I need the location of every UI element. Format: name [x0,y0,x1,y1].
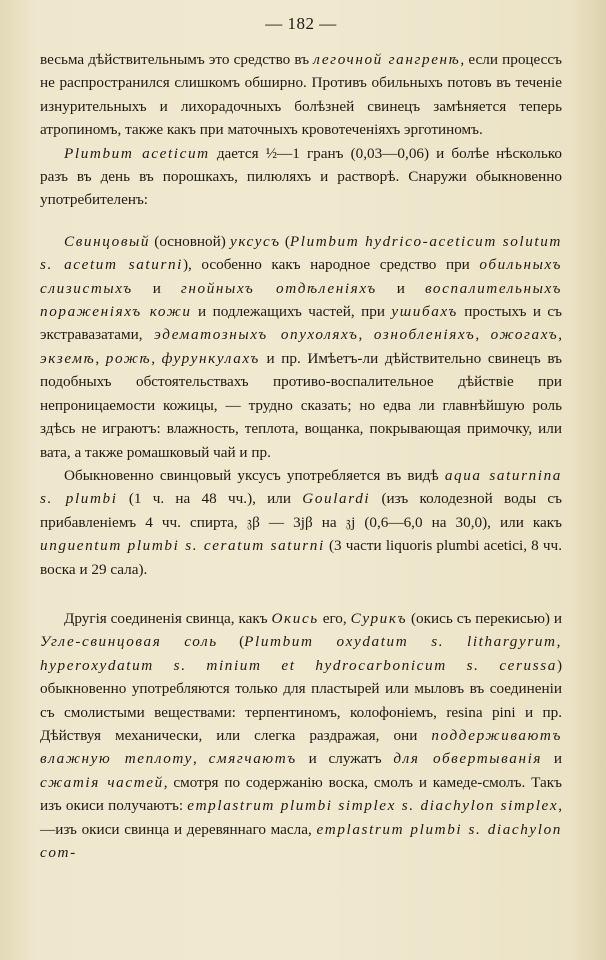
paragraph-4 [40,464,562,581]
spaced-term: гнойныхъ отдѣленіяхъ [180,279,377,297]
spaced-term: экземѣ [40,349,96,367]
text-run: ) обыкновенно употребляются только для пластырей или мыловъ въ соединеніи съ смолистыми веществами: терпентиномъ, колофоніемъ, resina pini и пр. Дѣйствуя механически, или слегка раздражая, они [40,656,562,744]
page-number: — 182 — [265,14,337,33]
text-run: весьма дѣйствительнымъ это средство въ [40,51,314,68]
text-run: простыхъ и съ экстравазатами, [40,303,562,344]
text-run: , [558,326,562,344]
spaced-term: emplastrum plumbi s. diachylon com- [40,820,562,861]
spaced-term: ожогахъ [490,326,559,344]
spaced-term: Угле-свинцовая соль [40,633,218,651]
text-run: , [151,349,162,367]
spaced-term: воспалительныхъ пораженіяхъ кожи [40,279,562,321]
text-run: , если процессъ не распространился слишкомъ обширно. Противъ обильныхъ потовъ въ теченіе изнурительныхъ и лихорадочныхъ болѣзней свинецъ замѣняется теперь атропиномъ, также какъ при маточныхъ кровотеченіяхъ эрготиномъ. [40,51,563,139]
text-run: ), особенно какъ народное средство при [182,256,480,274]
spaced-term: Plumbum hydrico-aceticum solutum s. acetum saturni [40,232,562,274]
paragraph-1 [40,48,562,142]
spaced-term: обильныхъ слизистыхъ [40,256,562,297]
spaced-term: Plumbum oxydatum s. lithargyrum, hyperoxydatum s. minium et hydrocarbonicum s. cerussa [40,633,562,674]
spaced-term: emplastrum plumbi simplex s. diachylon simplex [187,797,559,815]
spaced-term: Plumbum aceticum [64,144,210,162]
text-run: , [95,349,106,367]
paragraph-gap [40,212,562,230]
text-run: и [376,279,425,297]
text-run: и служатъ [296,750,394,768]
spaced-term: Окись [271,609,319,627]
text-run: (окись съ перекисью) и [407,609,563,627]
text-run: (изъ колодезной воды съ прибавленіемъ 4 чч. спирта, 𝔷β — 3jβ на 𝔷j (0,6—6,0 на 30,0), или какъ [40,490,563,531]
spaced-term: aqua saturnina s. plumbi [40,466,562,508]
paragraph-2 [40,142,562,212]
text-run: , [475,326,491,344]
text-run: , [192,750,209,768]
text-run: дается ½—1 гранъ (0,03—0,06) и болѣе нѣсколько разъ въ день въ порошкахъ, пилюляхъ и растворѣ. Снаружи обыкновенно употребителенъ: [40,144,562,209]
spaced-term: unguentum plumbi s. ceratum saturni [40,537,325,555]
spaced-term: ушибахъ [391,303,458,321]
text-run: ,—изъ окиси свинца и деревяннаго масла, [40,797,563,838]
spaced-term: сжатія частей [40,773,164,791]
paragraph-5 [40,607,562,864]
text-run: , смотря по содержанію воска, смолъ и камеде-смолъ. Такъ изъ окиси получаютъ: [40,773,562,815]
spaced-term: Сурикъ [350,609,408,627]
spaced-term: фурункулахъ [161,349,260,367]
text-run: его, [318,609,351,627]
spaced-term: эдематозныхъ опухоляхъ [154,326,359,344]
paragraph-gap [40,581,562,607]
text-run: и [542,750,562,768]
text-run: ( [217,633,245,651]
text-run: (3 части liquoris plumbi acetici, 8 чч. воска и 29 сала). [40,537,562,578]
text-run: ( [280,232,290,250]
spaced-term: Свинцовый [64,232,151,250]
spaced-term: смягчаютъ [208,750,297,768]
text-run: , [358,326,374,344]
text-run: Другія соединенія свинца, какъ [64,609,272,627]
paragraph-3 [40,230,562,464]
spaced-term: поддерживаютъ влажную теплоту [40,726,562,768]
spaced-term: рожѣ [105,349,152,367]
spaced-term: для обвертыванія [393,750,543,768]
spaced-term: уксусъ [230,232,281,250]
spaced-term: легочной гангренѣ [313,51,461,68]
text-run: и пр. Имѣетъ-ли дѣйствительно свинецъ въ подобныхъ обстоятельствахъ противо-воспалительное дѣйствіе при непроницаемости кожицы, — трудно сказать; но едва ли главнѣйшую роль здѣсь не играютъ: влажность, теплота, вощанка, покрывающая примочку, или вата, а также ромашковый чай и пр. [40,349,563,461]
text-run: (1 ч. на 48 чч.), или [117,490,303,508]
text-run: и подлежащихъ частей, при [191,303,392,321]
text-run: Обыкновенно свинцовый уксусъ употребляется въ видѣ [64,466,445,484]
spaced-term: Goulardi [302,490,371,508]
text-run: (основной) [150,232,230,250]
text-run: и [132,279,181,297]
spaced-term: ознобленіяхъ [373,326,476,344]
